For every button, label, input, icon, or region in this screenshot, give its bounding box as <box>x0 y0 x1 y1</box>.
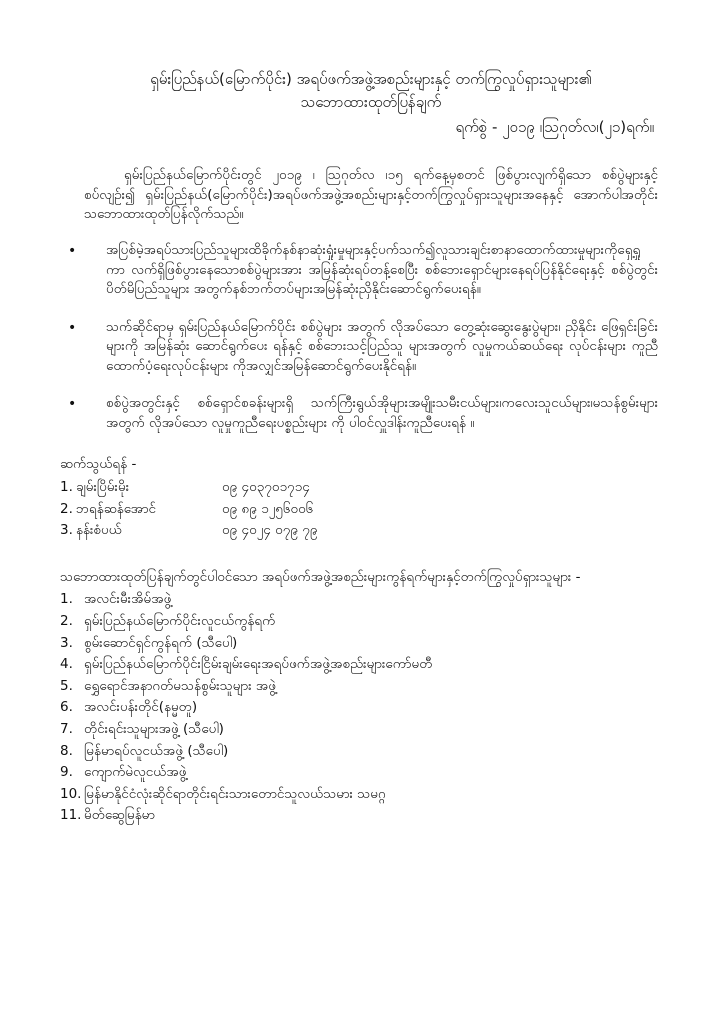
contact-item <box>60 477 658 499</box>
organization-name: မိတ်ဆွေမြန်မာ <box>84 807 155 824</box>
contact-phone: ၀၉ ၄၀၃၇၀၁၇၁၄ <box>222 479 310 495</box>
demand-text: စစ်ပွဲအတွင်းနှင့် စစ်ရှောင်စခန်းများရှိ သက်ကြီးရွယ်အိုများအမျိုးသမီးငယ်များ၊ကလေးသူငယ်များ၊မသန်စွမ်းများ အတွက် လိုအပ်သော လူမှုကူညီရေးပစ္စည်းများ ကို ပါဝင်လှူဒါန်းကူညီပေးရန် ။ <box>106 395 658 431</box>
contact-number: 3. <box>60 522 73 539</box>
demand-item <box>68 241 658 300</box>
organization-number: 6. <box>60 699 73 716</box>
organization-number: 3. <box>60 634 73 651</box>
organization-item <box>60 589 658 611</box>
organization-number: 1. <box>60 591 73 608</box>
organization-number: 4. <box>60 656 73 673</box>
demand-item <box>68 394 658 433</box>
demand-text: အပြစ်မဲ့အရပ်သားပြည်သူများထိခိုက်နစ်နာဆုံးရှုံးမှုများနှင့်ပက်သက်၍လူသားချင်းစာနာထောက်ထားမှုများကိုရှေ့ရှုကာ လက်ရှိဖြစ်ပွားနေသောစစ်ပွဲများအား အမြန်ဆုံးရပ်တန့်စေပြီး စစ်ဘေးရှောင်များနေရပ်ပြန်နိုင်ရေးနှင့် စစ်ပွဲတွင်းပိတ်မိပြည်သူများ အတွက်နစ်ဘက်တပ်များအမြန်ဆုံးညှိနိုင်းဆောင်ရွက်ပေးရန်။ <box>106 241 658 298</box>
bullet-icon: • <box>68 396 77 413</box>
organization-item <box>60 719 658 741</box>
statement-date: ရက်စွဲ - ၂၀၁၉ ၊ဩဂုတ်လ၊(၂၁)ရက်။ <box>455 117 654 136</box>
intro-paragraph: ရှမ်းပြည်နယ်မြောက်ပိုင်းတွင် ၂၀၁၉ ၊ ဩဂုတ်လ ၊၁၅ ရက်နေ့မှစတင် ဖြစ်ပွားလျက်ရှိသော စစ်ပွဲများနှင့် စပ်လျဉ်း၍ ရှမ်းပြည်နယ်(မြောက်ပိုင်း)အရပ်ဖက်အဖွဲ့အစည်းများနှင့်တက်ကြွလှုပ်ရှားသူများအနေနှင့် အောက်ပါအတိုင်း သဘောထားထုတ်ပြန်လိုက်သည်။ <box>84 167 658 223</box>
organization-item <box>60 784 658 806</box>
organization-item <box>60 633 658 655</box>
organization-name: ရှမ်းပြည်နယ်မြောက်ပိုင်းငြိမ်းချမ်းရေးအရပ်ဖက်အဖွဲ့အစည်းများကော်မတီ <box>84 656 433 673</box>
organization-number: 5. <box>60 677 73 694</box>
contact-item <box>60 520 658 542</box>
organization-name: စွမ်းဆောင်ရှင်ကွန်ရက် (သီပေါ) <box>84 634 238 651</box>
demand-item <box>68 318 658 377</box>
organization-name: အလင်းပန်းတိုင်(နမ္မတူ) <box>84 699 198 716</box>
contact-item <box>60 499 658 521</box>
organization-number: 7. <box>60 720 73 737</box>
demand-text: သက်ဆိုင်ရာမှ ရှမ်းပြည်နယ်မြောက်ပိုင်း စစ်ပွဲများ အတွက် လိုအပ်သော တွေ့ဆုံးဆွေးနွေးပွဲများ၊ ညှိနိုင်း ဖြေရှင်းခြင်းများကို အမြန်ဆုံး ဆောင်ရွက်ပေး ရန်နှင့် စစ်ဘေးသင့်ပြည်သူ များအတွက် လူမှုကယ်ဆယ်ရေး လုပ်ငန်းများ ကူညီထောက်ပံ့ရေးလုပ်ငန်းများ ကိုအလျှင်အမြန်ဆောင်ရွက်ပေးနိုင်ရန်။ <box>106 318 658 374</box>
organization-item <box>60 654 658 676</box>
statement-title <box>84 68 658 115</box>
organization-item <box>60 741 658 763</box>
organization-item <box>60 762 658 784</box>
organization-number: 8. <box>60 742 73 759</box>
bullet-icon: • <box>68 319 77 336</box>
organization-number: 10. <box>60 785 82 802</box>
organization-name: မြန်မာရပ်လူငယ်အဖွဲ့ (သီပေါ) <box>84 742 229 759</box>
contact-phone: ၀၉ ၄၀၂၄ ၀၇၉ ၇၉ <box>222 522 318 539</box>
contact-name: ချမ်းပြိမ်းမိုး <box>76 479 130 495</box>
organizations-heading: သဘောထားထုတ်ပြန်ချက်တွင်ပါဝင်သော အရပ်ဖက်အဖွဲ့အစည်းများကွန်ရက်များနှင့်တက်ကြွလှုပ်ရှားသူများ - <box>60 568 581 585</box>
contact-number: 1. <box>60 479 73 495</box>
organization-number: 2. <box>60 612 73 629</box>
organizations-list <box>60 589 658 827</box>
contact-phone: ၀၉ ၈၉ ၁၂၅၆၀၀၆ <box>222 500 314 517</box>
title-line-2: သဘောထားထုတ်ပြန်ချက် <box>300 93 442 112</box>
organization-item <box>60 611 658 633</box>
contact-heading: ဆက်သွယ်ရန် - <box>60 456 137 473</box>
organization-item <box>60 697 658 719</box>
contact-list <box>60 477 658 542</box>
organization-name: ရွှေရောင်အနာဂတ်မသန်စွမ်းသူများ အဖွဲ့ <box>84 677 277 694</box>
organization-name: မြန်မာနိုင်ငံလုံးဆိုင်ရာတိုင်းရင်းသားတောင်သူလယ်သမား သမဂ္ဂ <box>84 785 386 802</box>
organization-name: အလင်းမီးအိမ်အဖွဲ့ <box>84 591 172 608</box>
organization-name: ရှမ်းပြည်နယ်မြောက်ပိုင်းလူငယ်ကွန်ရက် <box>84 612 276 629</box>
contact-number: 2. <box>60 500 73 517</box>
contact-name: ဘရန်ဆန်အောင် <box>76 500 157 517</box>
organization-name: ကျောက်မဲလူငယ်အဖွဲ့ <box>84 764 187 781</box>
demands-list <box>68 241 658 434</box>
contact-name: နန်းစံပယ် <box>76 522 122 539</box>
organization-number: 11. <box>60 807 82 824</box>
organization-item <box>60 805 658 827</box>
title-line-1: ရှမ်းပြည်နယ်(မြောက်ပိုင်း) အရပ်ဖက်အဖွဲ့အစည်းများနှင့် တက်ကြွလှုပ်ရှားသူများ၏ <box>150 70 592 88</box>
organization-number: 9. <box>60 764 73 781</box>
organization-item <box>60 676 658 698</box>
bullet-icon: • <box>68 242 77 259</box>
organization-name: တိုင်းရင်းသူများအဖွဲ့ (သီပေါ) <box>84 720 224 737</box>
